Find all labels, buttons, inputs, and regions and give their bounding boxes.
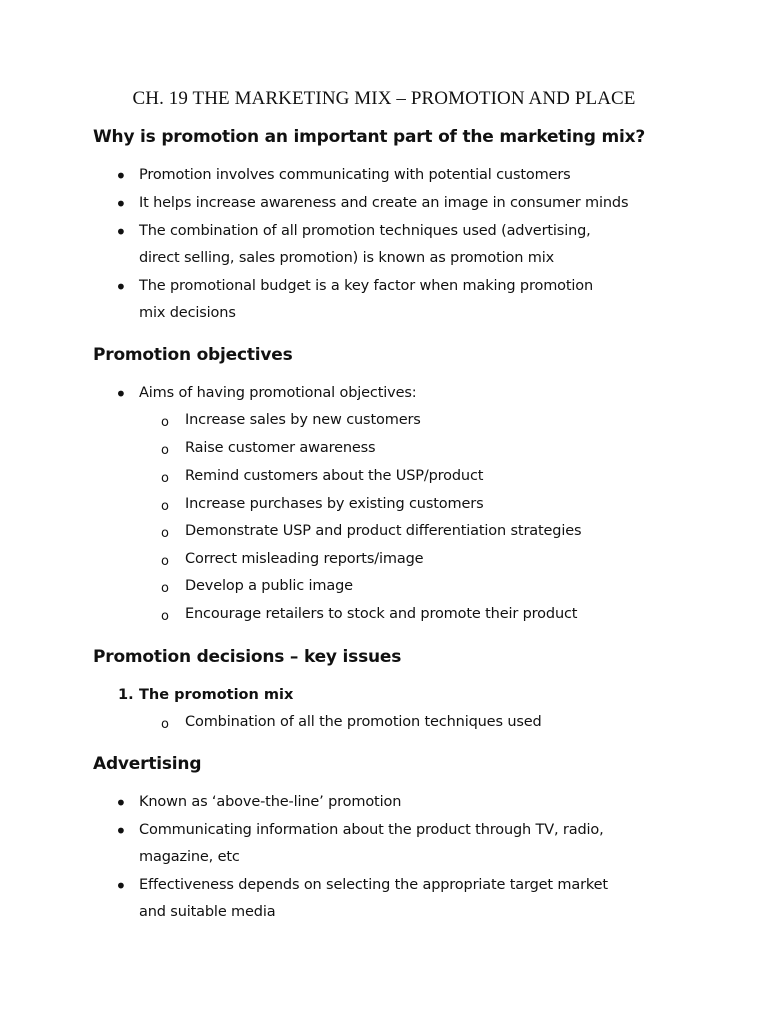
list-number: 1. (118, 687, 134, 703)
section-heading-advertising: Advertising (93, 754, 202, 774)
bullet-text: It helps increase awareness and create an image in consumer minds (139, 195, 629, 211)
bullet-text-continued: and suitable media (139, 904, 276, 920)
bullet-glyph: • (115, 192, 127, 216)
sub-item-text: Demonstrate USP and product differentiation strategies (185, 523, 582, 539)
sub-item-text: Increase sales by new customers (185, 412, 421, 428)
sub-item-text: Encourage retailers to stock and promote their product (185, 606, 578, 622)
bullet-text-continued: direct selling, sales promotion) is known as promotion mix (139, 250, 555, 266)
section-heading-why-promotion: Why is promotion an important part of the marketing mix? (93, 127, 646, 147)
sub-bullet-glyph: o (161, 443, 169, 458)
page-title: CH. 19 THE MARKETING MIX – PROMOTION AND PLACE (132, 88, 636, 109)
sub-bullet-glyph: o (161, 609, 169, 624)
sub-bullet-glyph: o (161, 526, 169, 541)
bullet-glyph: • (115, 874, 127, 898)
bullet-glyph: • (115, 382, 127, 406)
sub-bullet-glyph: o (161, 499, 169, 514)
bullet-text: The promotional budget is a key factor when making promotion (139, 278, 594, 294)
bullet-text: Aims of having promotional objectives: (139, 385, 417, 401)
bullet-glyph: • (115, 164, 127, 188)
sub-bullet-glyph: o (161, 717, 169, 732)
sub-item-text: Increase purchases by existing customers (185, 496, 484, 512)
bullet-text: Communicating information about the product through TV, radio, (139, 822, 604, 838)
sub-item-text: Raise customer awareness (185, 440, 376, 456)
sub-item-text: Combination of all the promotion techniques used (185, 714, 542, 730)
bullet-glyph: • (115, 819, 127, 843)
section-heading-promotion-objectives: Promotion objectives (93, 345, 293, 365)
bullet-glyph: • (115, 275, 127, 299)
bullet-text: Promotion involves communicating with potential customers (139, 167, 571, 183)
bullet-glyph: • (115, 220, 127, 244)
sub-item-text: Remind customers about the USP/product (185, 468, 484, 484)
sub-item-text: Correct misleading reports/image (185, 551, 424, 567)
sub-bullet-glyph: o (161, 581, 169, 596)
sub-bullet-glyph: o (161, 554, 169, 569)
sub-item-text: Develop a public image (185, 578, 353, 594)
bullet-text-continued: mix decisions (139, 305, 236, 321)
bullet-glyph: • (115, 791, 127, 815)
bullet-text: The combination of all promotion techniques used (advertising, (139, 223, 591, 239)
section-heading-promotion-decisions: Promotion decisions – key issues (93, 647, 402, 667)
bullet-text: Known as ‘above-the-line’ promotion (139, 794, 402, 810)
sub-bullet-glyph: o (161, 471, 169, 486)
bullet-text-continued: magazine, etc (139, 849, 240, 865)
sub-bullet-glyph: o (161, 415, 169, 430)
bullet-text: Effectiveness depends on selecting the appropriate target market (139, 877, 608, 893)
numbered-item-text: The promotion mix (139, 687, 294, 703)
